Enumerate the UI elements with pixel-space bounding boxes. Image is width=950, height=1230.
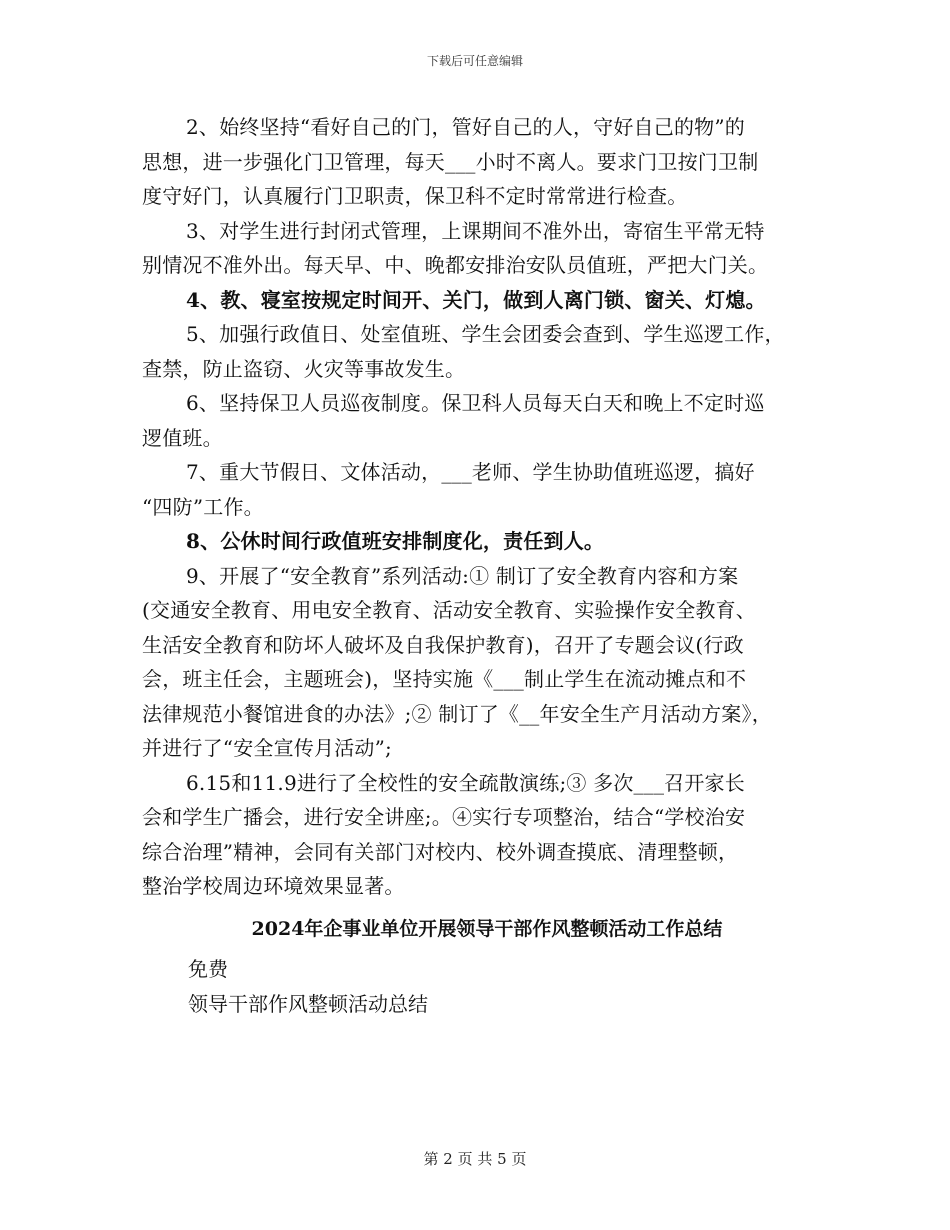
paragraph-line: 法律规范小餐馆进食的办法》;② 制订了《__年安全生产月活动方案》， bbox=[142, 701, 772, 726]
paragraph-line: 思想，进一步强化门卫管理，每天___小时不离人。要求门卫按门卫制 bbox=[142, 149, 759, 174]
paragraph-line: 别情况不准外出。每天早、中、晚都安排治安队员值班，严把大门关。 bbox=[142, 253, 769, 277]
sub-line-summary: 领导干部作风整顿活动总结 bbox=[188, 991, 428, 1016]
paragraph-line: 8、公休时间行政值班安排制度化，责任到人。 bbox=[186, 529, 605, 553]
paragraph-line: 7、重大节假日、文体活动，___老师、学生协助值班巡逻，搞好 bbox=[186, 460, 755, 484]
paragraph-line: 并进行了“安全宣传月活动”; bbox=[142, 736, 392, 760]
paragraph-line: 生活安全教育和防坏人破坏及自我保护教育)，召开了专题会议(行政 bbox=[142, 632, 744, 657]
section-title: 2024年企事业单位开展领导干部作风整顿活动工作总结 bbox=[251, 917, 723, 940]
paragraph-line: “四防”工作。 bbox=[142, 494, 264, 519]
paragraph-line: 综合治理”精神，会同有关部门对校内、校外调查摸底、清理整顿， bbox=[142, 839, 739, 864]
paragraph-line: 逻值班。 bbox=[142, 425, 223, 450]
paragraph-line: 4、教、寝室按规定时间开、关门，做到人离门锁、窗关、灯熄。 bbox=[186, 287, 766, 312]
document-body bbox=[142, 110, 832, 1021]
paragraph-line: 会和学生广播会，进行安全讲座;。④实行专项整治，结合“学校治安 bbox=[142, 805, 746, 829]
paragraph-line: 查禁，防止盗窃、火灾等事故发生。 bbox=[142, 356, 466, 381]
paragraph-line: 6.15和11.9进行了全校性的安全疏散演练;③ 多次___召开家长 bbox=[186, 770, 745, 795]
paragraph-line: 度守好门，认真履行门卫职责，保卫科不定时常常进行检查。 bbox=[142, 184, 688, 208]
paragraph-line: (交通安全教育、用电安全教育、活动安全教育、实验操作安全教育、 bbox=[142, 598, 757, 622]
sub-line-free: 免费 bbox=[188, 957, 228, 981]
paragraph-line: 2、始终坚持“看好自己的门，管好自己的人，守好自己的物”的 bbox=[186, 115, 745, 139]
body-text bbox=[142, 110, 832, 904]
paragraph-line: 3、对学生进行封闭式管理，上课期间不准外出，寄宿生平常无特 bbox=[186, 218, 765, 243]
paragraph-line: 6、坚持保卫人员巡夜制度。保卫科人员每天白天和晚上不定时巡 bbox=[186, 391, 765, 415]
paragraph-line: 9、开展了“安全教育”系列活动:① 制订了安全教育内容和方案 bbox=[186, 563, 739, 588]
page-header: 下载后可任意编辑 bbox=[426, 54, 523, 68]
paragraph-line: 5、加强行政值日、处室值班、学生会团委会查到、学生巡逻工作， bbox=[186, 322, 785, 346]
paragraph-line: 整治学校周边环境效果显著。 bbox=[142, 874, 405, 898]
page-footer: 第 2 页 共 5 页 bbox=[423, 1150, 527, 1168]
paragraph-line: 会，班主任会，主题班会)，坚持实施《___制止学生在流动摊点和不 bbox=[142, 667, 747, 691]
